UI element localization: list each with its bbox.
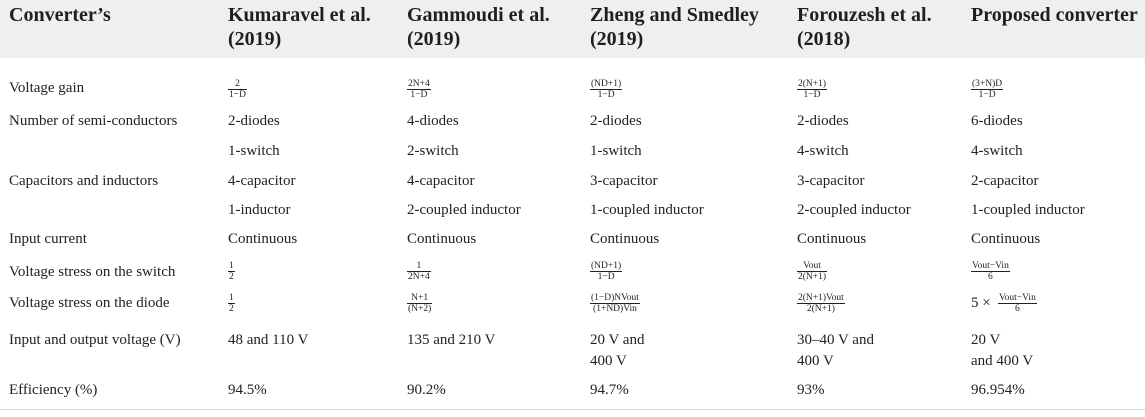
efficiency-kumaravel: 94.5% xyxy=(228,382,267,398)
row-label-capacitors-inductors: Capacitors and inductors xyxy=(9,173,159,189)
switch-stress-forouzesh-fraction: Vout 2(N+1) xyxy=(798,261,827,282)
efficiency-forouzesh: 93% xyxy=(797,382,825,398)
gain-proposed-fraction: $\frac{(3+N)D}{1-D}$ xyxy=(972,79,1003,100)
gain-forouzesh-fraction: $\frac{2(N+1)}{1-D}$ xyxy=(798,79,827,100)
row-label-input-current: Input current xyxy=(9,231,87,247)
caps-gammoudi-inductor: 2-coupled inductor xyxy=(407,202,521,218)
header-converters: Converter’s xyxy=(9,4,111,26)
header-forouzesh-line1: Forouzesh et al. xyxy=(797,4,932,26)
semis-proposed-diodes: 6-diodes xyxy=(971,113,1023,129)
row-label-io-voltage: Input and output voltage (V) xyxy=(9,332,181,348)
row-label-voltage-gain: Voltage gain xyxy=(9,80,85,96)
gain-zheng-fraction: $\frac{(ND+1)}{1-D}$ xyxy=(591,79,622,100)
caps-proposed-capacitor: 2-capacitor xyxy=(971,173,1039,189)
row-label-switch-stress: Voltage stress on the switch xyxy=(9,264,176,280)
io-voltage-kumaravel: 48 and 110 V xyxy=(228,332,309,348)
input-current-proposed: Continuous xyxy=(971,231,1041,247)
header-zheng-line1: Zheng and Smedley xyxy=(590,4,759,26)
input-current-kumaravel: Continuous xyxy=(228,231,298,247)
header-proposed: Proposed converter xyxy=(971,4,1138,26)
header-zheng-line2: (2019) xyxy=(590,28,644,50)
input-current-gammoudi: Continuous xyxy=(407,231,477,247)
header-kumaravel-line2: (2019) xyxy=(228,28,282,50)
switch-stress-kumaravel-fraction: $\frac{1}{2}$ xyxy=(229,261,234,282)
row-label-efficiency: Efficiency (%) xyxy=(9,382,98,398)
row-label-diode-stress: Voltage stress on the diode xyxy=(9,295,170,311)
semis-gammoudi-switch: 2-switch xyxy=(407,143,459,159)
input-current-zheng: Continuous xyxy=(590,231,660,247)
switch-stress-zheng-fraction: $\frac{(ND+1)}{1-D}$ xyxy=(591,261,622,282)
caps-forouzesh-capacitor: 3-capacitor xyxy=(797,173,865,189)
diode-stress-proposed-prefix: 5 × xyxy=(971,295,991,311)
io-voltage-forouzesh-line1: 30–40 V and xyxy=(797,332,874,348)
caps-forouzesh-inductor: 2-coupled inductor xyxy=(797,202,911,218)
gain-gammoudi-fraction: $\frac{2N+4}{1-D}$ xyxy=(408,79,430,100)
diode-stress-gammoudi-fraction: $\frac{N+1}{(N+2)}$ xyxy=(408,293,432,314)
io-voltage-zheng-line2: 400 V xyxy=(590,353,627,369)
semis-kumaravel-switch: 1-switch xyxy=(228,143,280,159)
caps-kumaravel-capacitor: 4-capacitor xyxy=(228,173,296,189)
semis-forouzesh-diodes: 2-diodes xyxy=(797,113,849,129)
diode-stress-proposed-fraction: Vout−Vin 6 xyxy=(999,293,1036,314)
io-voltage-gammoudi: 135 and 210 V xyxy=(407,332,496,348)
semis-zheng-diodes: 2-diodes xyxy=(590,113,642,129)
io-voltage-zheng-line1: 20 V and xyxy=(590,332,645,348)
switch-stress-gammoudi-fraction: $\frac{1}{2N+4}$ xyxy=(408,261,430,282)
caps-zheng-capacitor: 3-capacitor xyxy=(590,173,658,189)
header-gammoudi-line2: (2019) xyxy=(407,28,461,50)
diode-stress-kumaravel-fraction: $\frac{1}{2}$ xyxy=(229,293,234,314)
caps-gammoudi-capacitor: 4-capacitor xyxy=(407,173,475,189)
gain-kumaravel-fraction: $\frac{2}{1-D}$ xyxy=(229,79,246,100)
header-forouzesh-line2: (2018) xyxy=(797,28,851,50)
header-kumaravel-line1: Kumaravel et al. xyxy=(228,4,371,26)
io-voltage-proposed-line1: 20 V xyxy=(971,332,1001,348)
semis-proposed-switch: 4-switch xyxy=(971,143,1023,159)
input-current-forouzesh: Continuous xyxy=(797,231,867,247)
header-gammoudi-line1: Gammoudi et al. xyxy=(407,4,550,26)
efficiency-proposed: 96.954% xyxy=(971,382,1025,398)
caps-kumaravel-inductor: 1-inductor xyxy=(228,202,291,218)
semis-zheng-switch: 1-switch xyxy=(590,143,642,159)
caps-proposed-inductor: 1-coupled inductor xyxy=(971,202,1085,218)
io-voltage-proposed-line2: and 400 V xyxy=(971,353,1034,369)
io-voltage-forouzesh-line2: 400 V xyxy=(797,353,834,369)
diode-stress-forouzesh-fraction: 2(N+1)Vout 2(N+1) xyxy=(798,293,844,314)
efficiency-zheng: 94.7% xyxy=(590,382,629,398)
semis-kumaravel-diodes: 2-diodes xyxy=(228,113,280,129)
semis-forouzesh-switch: 4-switch xyxy=(797,143,849,159)
diode-stress-zheng-fraction: (1−D)NVout (1+ND)Vin xyxy=(591,293,639,314)
table-bottom-rule xyxy=(0,409,1145,410)
switch-stress-proposed-fraction: Vout−Vin 6 xyxy=(972,261,1009,282)
efficiency-gammoudi: 90.2% xyxy=(407,382,446,398)
semis-gammoudi-diodes: 4-diodes xyxy=(407,113,459,129)
row-label-semiconductors: Number of semi-conductors xyxy=(9,113,178,129)
caps-zheng-inductor: 1-coupled inductor xyxy=(590,202,704,218)
